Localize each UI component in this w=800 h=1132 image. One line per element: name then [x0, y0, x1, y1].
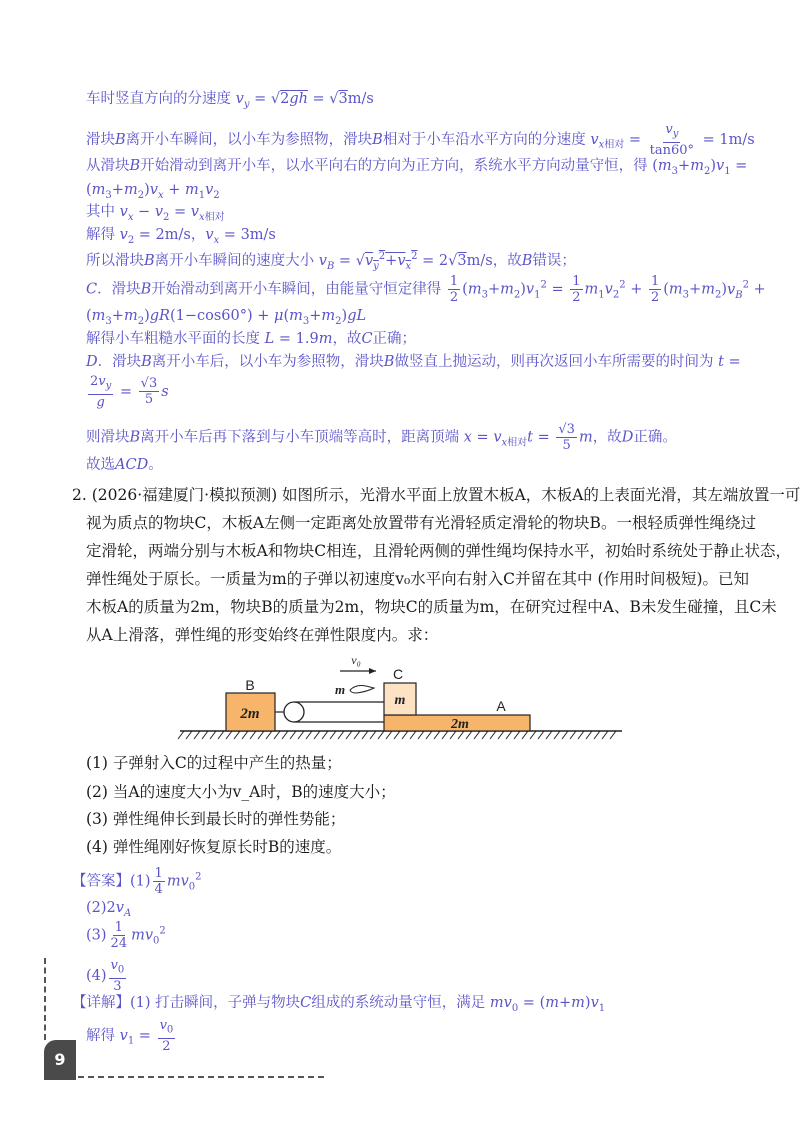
- hatch-mark: [210, 731, 216, 739]
- hatch-mark: [362, 731, 368, 739]
- mass-b: 2m: [240, 706, 260, 722]
- sub-question: (1) 子弹射入C的过程中产生的热量；: [86, 754, 342, 772]
- hatch-mark: [442, 731, 448, 739]
- sub-question: (2) 当A的速度大小为v_A时，B的速度大小；: [86, 783, 396, 801]
- velocity-arrow-head: [369, 668, 376, 674]
- hatch-mark: [242, 731, 248, 739]
- answer-3: (3) $\frac{1}{24}$ $mv_0^2$: [86, 920, 166, 951]
- hatch-mark: [346, 731, 352, 739]
- hatch-mark: [570, 731, 576, 739]
- hatch-mark: [354, 731, 360, 739]
- hatch-mark: [506, 731, 512, 739]
- hatch-mark: [290, 731, 296, 739]
- hatch-mark: [538, 731, 544, 739]
- hatch-mark: [266, 731, 272, 739]
- hatch-mark: [586, 731, 592, 739]
- hatch-mark: [378, 731, 384, 739]
- hatch-mark: [370, 731, 376, 739]
- hatch-mark: [218, 731, 224, 739]
- solution-line: 故选ACD。: [86, 457, 163, 473]
- detail-tag: 【详解】: [72, 995, 130, 1011]
- hatch-mark: [602, 731, 608, 739]
- detail-line-2: 解得 $v_1$ = $\frac{v_0}{2}$: [86, 1018, 174, 1054]
- answer-1: 【答案】(1) $\frac{1}{4}$ $mv_0^2$: [72, 866, 202, 897]
- hatch-mark: [490, 731, 496, 739]
- question-line: 2. (2026·福建厦门·模拟预测) 如图所示，光滑水平面上放置木板A，木板A的上表面光滑，其左端放置一可: [72, 486, 800, 504]
- solution-line: 解得小车粗糙水平面的长度 L = 1.9m，故C正确；: [86, 331, 417, 347]
- hatch-mark: [330, 731, 336, 739]
- physics-diagram: [170, 650, 630, 742]
- detail-line-1: 【详解】(1) 打击瞬间，子弹与物块C组成的系统动量守恒，满足 $mv_0 = (m+m)v_1$: [72, 995, 606, 1014]
- hatch-mark: [250, 731, 256, 739]
- solution-line: D．滑块B离开小车后，以小车为参照物，滑块B做竖直上抛运动，则再次返回小车所需要的时间为 t =: [86, 354, 741, 370]
- solution-line: $(m_3+m_2)gR(1-\cos 60^\circ) + \mu(m_3+m_2)gL$: [86, 308, 367, 327]
- ground-hatch: [178, 731, 616, 739]
- hatch-mark: [202, 731, 208, 739]
- answer-2: $(2)2v_A$: [86, 900, 132, 919]
- hatch-mark: [514, 731, 520, 739]
- margin-dash-horizontal: [78, 1076, 324, 1078]
- velocity-label: v₀: [351, 653, 361, 667]
- hatch-mark: [178, 731, 184, 739]
- hatch-mark: [434, 731, 440, 739]
- solution-line: 从滑块B开始滑动到离开小车，以水平向右的方向为正方向，系统水平方向动量守恒，得 $(m_3+m_2)v_1$ =: [86, 158, 748, 177]
- sub-question: (4) 弹性绳刚好恢复原长时B的速度。: [86, 838, 342, 856]
- hatch-mark: [322, 731, 328, 739]
- solution-line: 则滑块B离开小车后再下落到与小车顶端等高时，距离顶端 $x = v_{x相对}t$ = $\frac{√3}{5}$ m，故D正确。: [86, 422, 677, 453]
- hatch-mark: [306, 731, 312, 739]
- hatch-mark: [402, 731, 408, 739]
- mass-c: m: [394, 693, 406, 708]
- hatch-mark: [546, 731, 552, 739]
- solution-line: $\frac{2v_y}{g}$ = $\frac{√3}{5}$ s: [90, 374, 169, 410]
- solution-line: 解得 $v_2 = 2m/s$，$v_x = 3m/s$: [86, 227, 276, 246]
- hatch-mark: [522, 731, 528, 739]
- question-line: 木板A的质量为2m，物块B的质量为2m，物块C的质量为m，在研究过程中A、B未发生碰撞，且C未: [86, 598, 777, 616]
- hatch-mark: [594, 731, 600, 739]
- hatch-mark: [482, 731, 488, 739]
- solution-line: C．滑块B开始滑动到离开小车瞬间，由能量守恒定律得 $\frac{1}{2}$ $(m_3+m_2)v_1^2$ = $\frac{1}{2}$ $m_1v_2^2$ + $\frac{1}{2}$ $(m_3+m_2)v_B^2$ +: [86, 274, 766, 305]
- hatch-mark: [498, 731, 504, 739]
- bullet-mass: m: [334, 682, 346, 697]
- solution-line: 滑块B离开小车瞬间，以小车为参照物，滑块B相对于小车沿水平方向的分速度 $v_{x相对}$ = $\frac{v_y}{\tan 60^\circ}$ = 1m/s: [86, 122, 755, 158]
- hatch-mark: [530, 731, 536, 739]
- answer-tag: 【答案】: [72, 873, 130, 890]
- hatch-mark: [458, 731, 464, 739]
- hatch-mark: [194, 731, 200, 739]
- solution-line: $(m_3+m_2)v_x + m_1v_2$: [86, 182, 220, 201]
- label-c: C: [392, 666, 404, 682]
- hatch-mark: [610, 731, 616, 739]
- solution-line: 所以滑块B离开小车瞬间的速度大小 $v_B = √v_y^2+v_x^2 = 2√3m/s$，故B错误；: [86, 251, 576, 272]
- hatch-mark: [418, 731, 424, 739]
- page-number: 9: [44, 1040, 76, 1080]
- label-b: B: [245, 677, 255, 693]
- bullet-shape: [350, 686, 374, 694]
- hatch-mark: [426, 731, 432, 739]
- question-line: 从A上滑落，弹性绳的形变始终在弹性限度内。求：: [86, 626, 439, 644]
- solution-line: 其中 $v_x - v_2 = v_{x相对}$: [86, 204, 225, 223]
- label-a: A: [496, 698, 506, 714]
- hatch-mark: [274, 731, 280, 739]
- question-line: 弹性绳处于原长。一质量为m的子弹以初速度v₀水平向右射入C并留在其中 (作用时间极短)。已知: [86, 570, 750, 588]
- hatch-mark: [338, 731, 344, 739]
- hatch-mark: [578, 731, 584, 739]
- margin-dash-vertical: [44, 958, 46, 1040]
- hatch-mark: [386, 731, 392, 739]
- hatch-mark: [298, 731, 304, 739]
- hatch-mark: [466, 731, 472, 739]
- hatch-mark: [562, 731, 568, 739]
- pulley: [284, 702, 304, 722]
- hatch-mark: [450, 731, 456, 739]
- hatch-mark: [474, 731, 480, 739]
- answer-4: (4) $\frac{v_0}{3}$: [86, 958, 125, 994]
- hatch-mark: [554, 731, 560, 739]
- solution-line: 车时竖直方向的分速度 $v_y = √2gh = √3m/s$: [86, 91, 374, 110]
- question-line: 视为质点的物块C，木板A左侧一定距离处放置带有光滑轻质定滑轮的物块B。一根轻质弹性绳绕过: [86, 514, 756, 532]
- hatch-mark: [258, 731, 264, 739]
- hatch-mark: [410, 731, 416, 739]
- sub-question: (3) 弹性绳伸长到最长时的弹性势能；: [86, 810, 346, 828]
- hatch-mark: [234, 731, 240, 739]
- hatch-mark: [186, 731, 192, 739]
- question-line: 定滑轮，两端分别与木板A和物块C相连，且滑轮两侧的弹性绳均保持水平，初始时系统处于静止状态，: [86, 542, 792, 560]
- hatch-mark: [226, 731, 232, 739]
- hatch-mark: [282, 731, 288, 739]
- hatch-mark: [314, 731, 320, 739]
- hatch-mark: [394, 731, 400, 739]
- mass-a: 2m: [451, 717, 469, 732]
